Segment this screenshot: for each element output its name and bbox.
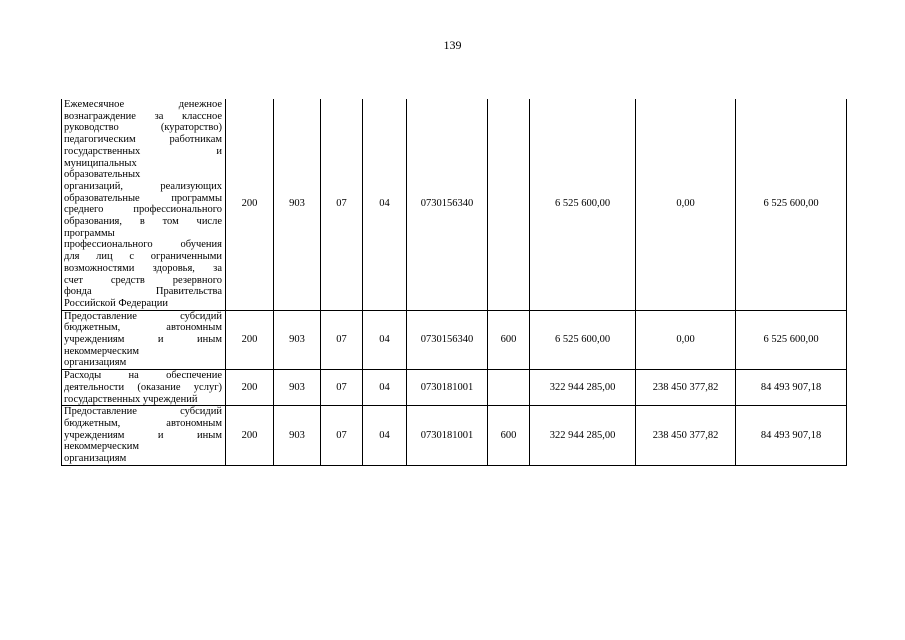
approved-amount-cell: 6 525 600,00 (530, 310, 636, 370)
table-row (62, 370, 847, 406)
target-article-cell: 0730156340 (407, 99, 488, 310)
expense-name-line: Расходы на обеспечение (64, 370, 222, 382)
expense-name-cell (62, 310, 226, 370)
expense-name-line: Ежемесячное денежное (64, 99, 222, 110)
expense-name-line: государственных учреждений (64, 393, 198, 405)
expense-name-line: некоммерческим (64, 345, 140, 357)
section-cell: 07 (321, 310, 363, 370)
subsection-cell: 04 (363, 406, 407, 466)
expense-name-line: организациям (64, 453, 127, 465)
admin-code-cell: 200 (226, 406, 274, 466)
table-row (62, 406, 847, 466)
expense-type-cell: 600 (488, 310, 530, 370)
page-number: 139 (443, 38, 462, 52)
target-article-cell: 0730156340 (407, 310, 488, 370)
table-row (62, 310, 847, 370)
admin-code-cell: 200 (226, 370, 274, 406)
admin-code-cell: 200 (226, 310, 274, 370)
remainder-amount-cell: 84 493 907,18 (736, 406, 847, 466)
section-cell: 07 (321, 370, 363, 406)
gl-code-cell: 903 (274, 99, 321, 310)
expense-name-cell (62, 370, 226, 406)
budget-table (61, 99, 847, 466)
expense-name-line: педагогическим работникам (64, 134, 222, 146)
executed-amount-cell: 0,00 (636, 99, 736, 310)
approved-amount-cell: 322 944 285,00 (530, 406, 636, 466)
expense-name-line: учреждениям и иным (64, 429, 222, 441)
target-article-cell: 0730181001 (407, 406, 488, 466)
expense-name-line: государственных и (64, 145, 222, 157)
expense-name-line: образования, в том числе (64, 216, 222, 228)
executed-amount-cell: 238 450 377,82 (636, 370, 736, 406)
expense-name-line: Российской Федерации (64, 297, 168, 309)
remainder-amount-cell: 6 525 600,00 (736, 310, 847, 370)
expense-name-line: образовательные программы (64, 192, 222, 204)
expense-name-line: Предоставление субсидий (64, 406, 222, 418)
expense-name-line: образовательных (64, 169, 141, 181)
expense-name-line: профессионального обучения (64, 239, 222, 251)
expense-name-line: возможностями здоровья, за (64, 262, 222, 274)
section-cell: 07 (321, 406, 363, 466)
expense-name-line: фонда Правительства (64, 286, 222, 298)
expense-name-line: Предоставление субсидий (64, 310, 222, 322)
expense-name-line: программы (64, 227, 115, 239)
section-cell: 07 (321, 99, 363, 310)
expense-name-line: бюджетным, автономным (64, 417, 222, 429)
target-article-cell: 0730181001 (407, 370, 488, 406)
subsection-cell: 04 (363, 370, 407, 406)
executed-amount-cell: 0,00 (636, 310, 736, 370)
expense-name-line: учреждениям и иным (64, 334, 222, 346)
expense-name-line: руководство (кураторство) (64, 122, 222, 134)
gl-code-cell: 903 (274, 370, 321, 406)
expense-name-line: некоммерческим (64, 441, 140, 453)
admin-code-cell: 200 (226, 99, 274, 310)
approved-amount-cell: 322 944 285,00 (530, 370, 636, 406)
expense-name-line: для лиц с ограниченными (64, 251, 222, 263)
expense-name-line: счет средств резервного (64, 274, 222, 286)
expense-name-line: организаций, реализующих (64, 180, 222, 192)
expense-type-cell (488, 99, 530, 310)
table-body (62, 99, 847, 465)
expense-name-cell (62, 99, 226, 310)
expense-name-line: среднего профессионального (64, 204, 222, 216)
expense-name-line: деятельности (оказание услуг) (64, 381, 222, 393)
subsection-cell: 04 (363, 310, 407, 370)
gl-code-cell: 903 (274, 406, 321, 466)
remainder-amount-cell: 84 493 907,18 (736, 370, 847, 406)
gl-code-cell: 903 (274, 310, 321, 370)
expense-name-line: муниципальных (64, 157, 137, 169)
expense-name-line: бюджетным, автономным (64, 322, 222, 334)
approved-amount-cell: 6 525 600,00 (530, 99, 636, 310)
expense-name-cell (62, 406, 226, 466)
subsection-cell: 04 (363, 99, 407, 310)
table-row (62, 99, 847, 310)
expense-name-line: вознаграждение за классное (64, 110, 222, 122)
expense-type-cell (488, 370, 530, 406)
expense-name-line: организациям (64, 357, 127, 369)
remainder-amount-cell: 6 525 600,00 (736, 99, 847, 310)
executed-amount-cell: 238 450 377,82 (636, 406, 736, 466)
expense-type-cell: 600 (488, 406, 530, 466)
